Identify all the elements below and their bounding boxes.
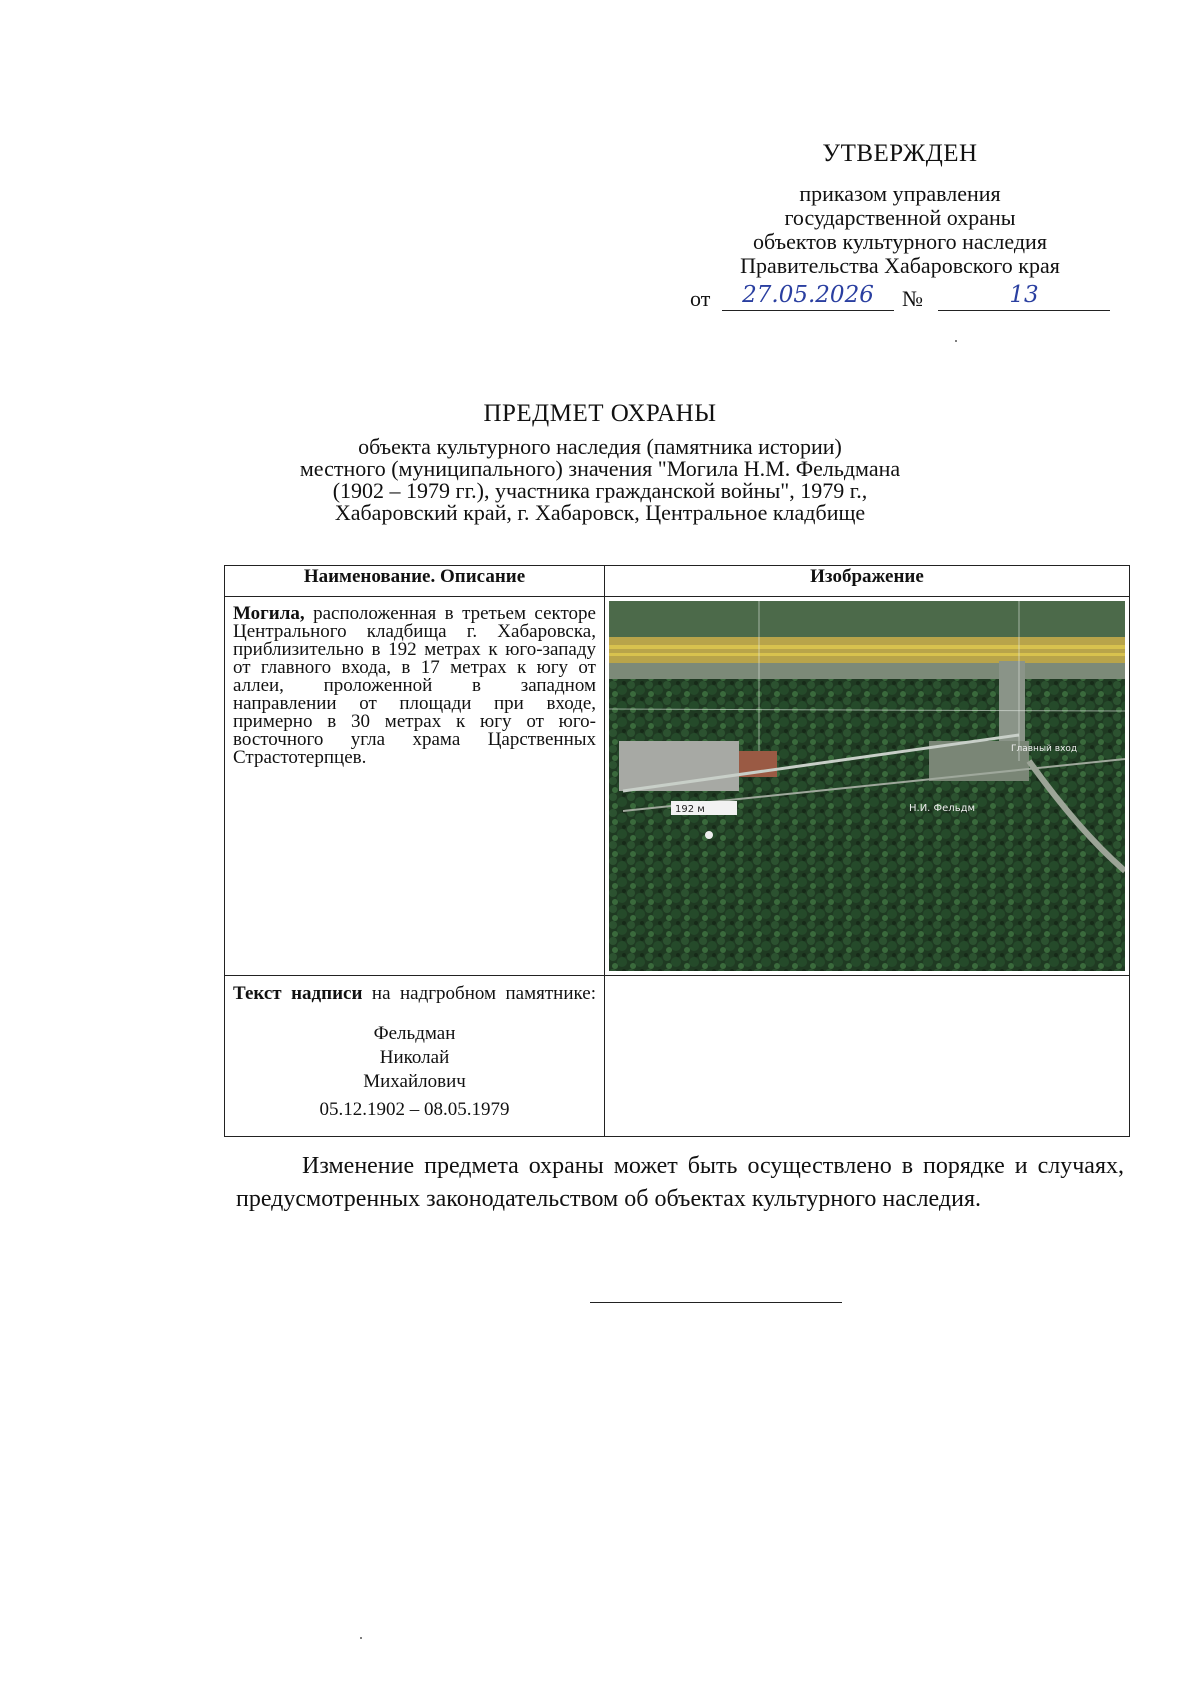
inscription-heading [233, 984, 596, 1004]
end-divider [590, 1302, 842, 1303]
grave-description-text: расположенная в третьем секторе Центрального кладбища г. Хабаровска, приблизительно в 192 метрах к юго-западу от главного входа, в 17 метрах к югу от аллеи, проложенной в западном направлении от площади при входе, примерно в 30 метрах к югу от юго-восточного угла храма Царственных Страстотерпцев. [233, 603, 596, 768]
inscription-term: Текст надписи [233, 983, 363, 1004]
date-prefix: от [690, 286, 711, 311]
satellite-image-cell [605, 597, 1130, 976]
inscription-lines [233, 1022, 596, 1094]
inscription-surname: Фельдман [373, 1023, 456, 1044]
map-entrance-label: Главный вход [1011, 744, 1078, 754]
approval-line-2: государственной охраны [784, 205, 1016, 230]
protection-table [224, 565, 1130, 1137]
inscription-dates: 05.12.1902 – 08.05.1979 [319, 1099, 510, 1120]
table-header-row [225, 566, 1130, 597]
satellite-map-image [609, 601, 1125, 971]
subtitle-line-4: Хабаровский край, г. Хабаровск, Центральное кладбище [334, 500, 866, 525]
order-date-number [690, 282, 1110, 314]
document-subtitle [250, 436, 950, 524]
approval-heading: УТВЕРЖДЕН [822, 140, 978, 167]
approval-line-1: приказом управления [799, 181, 1001, 206]
number-prefix: № [902, 286, 923, 311]
map-distance-label: 192 м [675, 804, 705, 815]
inscription-heading-text: на надгробном памятнике: [362, 983, 596, 1004]
table-row [225, 597, 1130, 976]
table-row [225, 976, 1130, 1137]
subtitle-line-2: местного (муниципального) значения "Могила Н.М. Фельдмана [299, 456, 901, 481]
scan-speck [360, 1637, 362, 1639]
subtitle-line-3: (1902 – 1979 гг.), участника гражданской войны", 1979 г., [332, 478, 868, 503]
handwritten-number: 13 [938, 282, 1110, 311]
inscription-name: Николай [379, 1047, 450, 1068]
approval-line-3: объектов культурного наследия [753, 229, 1047, 254]
handwritten-date: 27.05.2026 [722, 282, 894, 311]
map-grave-marker [705, 831, 713, 839]
inscription-cell [225, 976, 605, 1137]
header-description: Наименование. Описание [225, 566, 605, 597]
grave-description [225, 597, 605, 976]
header-image: Изображение [605, 566, 1130, 597]
approval-line-4: Правительства Хабаровского края [740, 253, 1060, 278]
subtitle-line-1: объекта культурного наследия (памятника истории) [358, 434, 842, 459]
map-grave-label: Н.И. Фельдм [909, 803, 976, 814]
inscription-patronymic: Михайлович [363, 1071, 466, 1092]
approval-block [690, 140, 1110, 278]
document-title: ПРЕДМЕТ ОХРАНЫ [483, 400, 717, 427]
grave-term: Могила, [233, 603, 305, 624]
closing-note: Изменение предмета охраны может быть осуществлено в порядке и случаях, предусмотренных законодательством об объектах культурного наследия. [236, 1153, 1124, 1212]
scan-speck [955, 340, 957, 342]
empty-image-cell [605, 976, 1130, 1137]
